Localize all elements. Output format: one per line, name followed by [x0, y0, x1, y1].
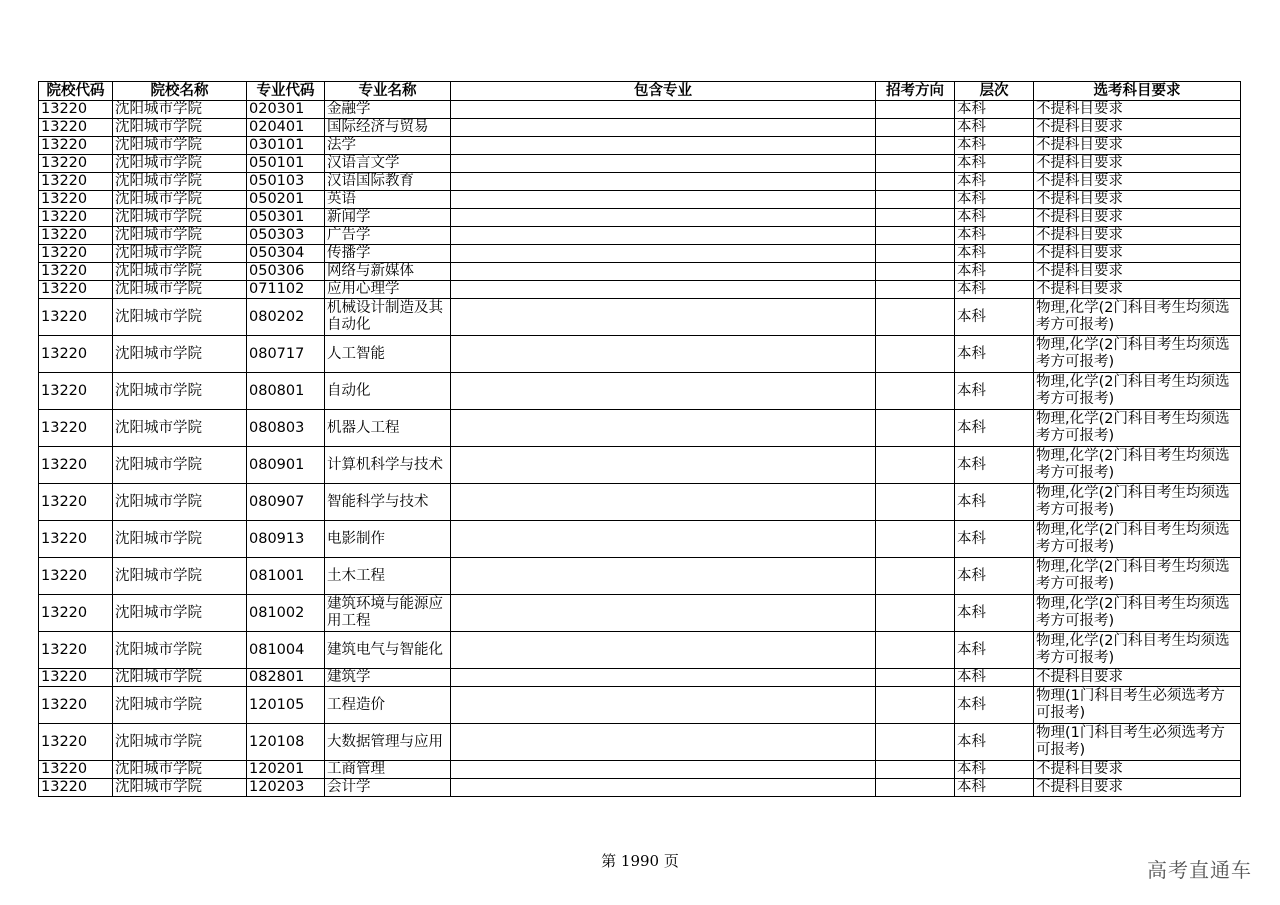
level-cell: 本科: [955, 191, 1034, 209]
table-row: [39, 410, 1241, 447]
direction-cell: [876, 410, 955, 447]
direction-cell: [876, 137, 955, 155]
table-row: [39, 632, 1241, 669]
level-cell: 本科: [955, 227, 1034, 245]
major-code-cell: 020401: [247, 119, 325, 137]
header-included-majors: 包含专业: [451, 82, 876, 101]
subject-requirement-cell: 物理,化学(2门科目考生均须选考方可报考): [1034, 299, 1241, 336]
direction-cell: [876, 173, 955, 191]
major-code-cell: 080803: [247, 410, 325, 447]
direction-cell: [876, 447, 955, 484]
major-code-cell: 080801: [247, 373, 325, 410]
school-name-cell: 沈阳城市学院: [113, 336, 247, 373]
admission-table: [38, 81, 1241, 797]
direction-cell: [876, 724, 955, 761]
header-major-name: 专业名称: [325, 82, 451, 101]
school-code-cell: 13220: [39, 119, 113, 137]
included-majors-cell: [451, 336, 876, 373]
school-name-cell: 沈阳城市学院: [113, 209, 247, 227]
major-code-cell: 081002: [247, 595, 325, 632]
included-majors-cell: [451, 669, 876, 687]
table-row: [39, 724, 1241, 761]
direction-cell: [876, 101, 955, 119]
school-name-cell: 沈阳城市学院: [113, 227, 247, 245]
level-cell: 本科: [955, 595, 1034, 632]
school-name-cell: 沈阳城市学院: [113, 245, 247, 263]
level-cell: 本科: [955, 155, 1034, 173]
table-row: [39, 779, 1241, 797]
school-name-cell: 沈阳城市学院: [113, 447, 247, 484]
school-name-cell: 沈阳城市学院: [113, 687, 247, 724]
level-cell: 本科: [955, 101, 1034, 119]
subject-requirement-cell: 物理,化学(2门科目考生均须选考方可报考): [1034, 484, 1241, 521]
major-code-cell: 120108: [247, 724, 325, 761]
level-cell: 本科: [955, 281, 1034, 299]
table-row: [39, 263, 1241, 281]
level-cell: 本科: [955, 263, 1034, 281]
school-code-cell: 13220: [39, 779, 113, 797]
included-majors-cell: [451, 373, 876, 410]
major-code-cell: 030101: [247, 137, 325, 155]
school-code-cell: 13220: [39, 687, 113, 724]
major-name-cell: 智能科学与技术: [325, 484, 451, 521]
major-code-cell: 080202: [247, 299, 325, 336]
table-row: [39, 558, 1241, 595]
major-code-cell: 071102: [247, 281, 325, 299]
school-code-cell: 13220: [39, 137, 113, 155]
school-name-cell: 沈阳城市学院: [113, 669, 247, 687]
included-majors-cell: [451, 299, 876, 336]
watermark-logo: 高考直通车: [1147, 858, 1252, 882]
header-school-code: 院校代码: [39, 82, 113, 101]
major-name-cell: 自动化: [325, 373, 451, 410]
major-name-cell: 电影制作: [325, 521, 451, 558]
header-school-name: 院校名称: [113, 82, 247, 101]
table-row: [39, 669, 1241, 687]
included-majors-cell: [451, 447, 876, 484]
table-row: [39, 191, 1241, 209]
included-majors-cell: [451, 632, 876, 669]
school-code-cell: 13220: [39, 632, 113, 669]
direction-cell: [876, 484, 955, 521]
included-majors-cell: [451, 558, 876, 595]
school-code-cell: 13220: [39, 336, 113, 373]
major-name-cell: 工程造价: [325, 687, 451, 724]
level-cell: 本科: [955, 484, 1034, 521]
school-code-cell: 13220: [39, 761, 113, 779]
major-name-cell: 汉语国际教育: [325, 173, 451, 191]
included-majors-cell: [451, 724, 876, 761]
included-majors-cell: [451, 119, 876, 137]
school-name-cell: 沈阳城市学院: [113, 173, 247, 191]
table-row: [39, 521, 1241, 558]
major-name-cell: 新闻学: [325, 209, 451, 227]
included-majors-cell: [451, 521, 876, 558]
school-name-cell: 沈阳城市学院: [113, 101, 247, 119]
level-cell: 本科: [955, 119, 1034, 137]
table-row: [39, 245, 1241, 263]
school-name-cell: 沈阳城市学院: [113, 632, 247, 669]
included-majors-cell: [451, 595, 876, 632]
table-row: [39, 687, 1241, 724]
school-name-cell: 沈阳城市学院: [113, 155, 247, 173]
school-code-cell: 13220: [39, 558, 113, 595]
table-row: [39, 484, 1241, 521]
direction-cell: [876, 191, 955, 209]
header-row: [39, 82, 1241, 101]
level-cell: 本科: [955, 558, 1034, 595]
included-majors-cell: [451, 137, 876, 155]
level-cell: 本科: [955, 137, 1034, 155]
included-majors-cell: [451, 227, 876, 245]
header-direction: 招考方向: [876, 82, 955, 101]
level-cell: 本科: [955, 173, 1034, 191]
major-code-cell: 050306: [247, 263, 325, 281]
included-majors-cell: [451, 173, 876, 191]
major-name-cell: 应用心理学: [325, 281, 451, 299]
table-row: [39, 761, 1241, 779]
school-code-cell: 13220: [39, 521, 113, 558]
header-major-code: 专业代码: [247, 82, 325, 101]
subject-requirement-cell: 不提科目要求: [1034, 137, 1241, 155]
subject-requirement-cell: 物理,化学(2门科目考生均须选考方可报考): [1034, 595, 1241, 632]
direction-cell: [876, 281, 955, 299]
major-name-cell: 网络与新媒体: [325, 263, 451, 281]
school-name-cell: 沈阳城市学院: [113, 137, 247, 155]
school-name-cell: 沈阳城市学院: [113, 521, 247, 558]
table-row: [39, 373, 1241, 410]
level-cell: 本科: [955, 245, 1034, 263]
subject-requirement-cell: 不提科目要求: [1034, 281, 1241, 299]
direction-cell: [876, 687, 955, 724]
major-name-cell: 英语: [325, 191, 451, 209]
included-majors-cell: [451, 245, 876, 263]
school-code-cell: 13220: [39, 191, 113, 209]
table-row: [39, 209, 1241, 227]
table-row: [39, 336, 1241, 373]
major-code-cell: 120201: [247, 761, 325, 779]
major-name-cell: 金融学: [325, 101, 451, 119]
school-name-cell: 沈阳城市学院: [113, 373, 247, 410]
major-code-cell: 080907: [247, 484, 325, 521]
direction-cell: [876, 299, 955, 336]
subject-requirement-cell: 物理,化学(2门科目考生均须选考方可报考): [1034, 558, 1241, 595]
subject-requirement-cell: 不提科目要求: [1034, 227, 1241, 245]
school-code-cell: 13220: [39, 669, 113, 687]
direction-cell: [876, 373, 955, 410]
school-code-cell: 13220: [39, 281, 113, 299]
subject-requirement-cell: 不提科目要求: [1034, 155, 1241, 173]
level-cell: 本科: [955, 779, 1034, 797]
school-name-cell: 沈阳城市学院: [113, 119, 247, 137]
direction-cell: [876, 155, 955, 173]
major-code-cell: 050101: [247, 155, 325, 173]
major-name-cell: 人工智能: [325, 336, 451, 373]
level-cell: 本科: [955, 336, 1034, 373]
header-level: 层次: [955, 82, 1034, 101]
major-code-cell: 050304: [247, 245, 325, 263]
school-name-cell: 沈阳城市学院: [113, 779, 247, 797]
subject-requirement-cell: 不提科目要求: [1034, 191, 1241, 209]
major-code-cell: 080913: [247, 521, 325, 558]
major-code-cell: 020301: [247, 101, 325, 119]
school-code-cell: 13220: [39, 173, 113, 191]
level-cell: 本科: [955, 209, 1034, 227]
subject-requirement-cell: 不提科目要求: [1034, 245, 1241, 263]
major-name-cell: 计算机科学与技术: [325, 447, 451, 484]
major-code-cell: 050301: [247, 209, 325, 227]
major-code-cell: 080717: [247, 336, 325, 373]
major-name-cell: 汉语言文学: [325, 155, 451, 173]
subject-requirement-cell: 不提科目要求: [1034, 173, 1241, 191]
table-row: [39, 137, 1241, 155]
direction-cell: [876, 119, 955, 137]
included-majors-cell: [451, 191, 876, 209]
subject-requirement-cell: 物理,化学(2门科目考生均须选考方可报考): [1034, 632, 1241, 669]
included-majors-cell: [451, 761, 876, 779]
included-majors-cell: [451, 209, 876, 227]
direction-cell: [876, 227, 955, 245]
included-majors-cell: [451, 281, 876, 299]
subject-requirement-cell: 不提科目要求: [1034, 779, 1241, 797]
school-code-cell: 13220: [39, 373, 113, 410]
table-row: [39, 281, 1241, 299]
included-majors-cell: [451, 263, 876, 281]
major-name-cell: 机器人工程: [325, 410, 451, 447]
school-name-cell: 沈阳城市学院: [113, 484, 247, 521]
subject-requirement-cell: 不提科目要求: [1034, 119, 1241, 137]
school-code-cell: 13220: [39, 410, 113, 447]
school-name-cell: 沈阳城市学院: [113, 299, 247, 336]
school-code-cell: 13220: [39, 595, 113, 632]
school-code-cell: 13220: [39, 447, 113, 484]
school-code-cell: 13220: [39, 245, 113, 263]
level-cell: 本科: [955, 373, 1034, 410]
school-code-cell: 13220: [39, 263, 113, 281]
major-code-cell: 081004: [247, 632, 325, 669]
major-name-cell: 建筑电气与智能化: [325, 632, 451, 669]
table-row: [39, 173, 1241, 191]
school-code-cell: 13220: [39, 299, 113, 336]
direction-cell: [876, 521, 955, 558]
major-name-cell: 广告学: [325, 227, 451, 245]
subject-requirement-cell: 不提科目要求: [1034, 209, 1241, 227]
subject-requirement-cell: 物理,化学(2门科目考生均须选考方可报考): [1034, 373, 1241, 410]
major-code-cell: 120203: [247, 779, 325, 797]
level-cell: 本科: [955, 521, 1034, 558]
major-code-cell: 050303: [247, 227, 325, 245]
school-code-cell: 13220: [39, 155, 113, 173]
school-code-cell: 13220: [39, 484, 113, 521]
major-name-cell: 建筑学: [325, 669, 451, 687]
major-name-cell: 传播学: [325, 245, 451, 263]
subject-requirement-cell: 不提科目要求: [1034, 669, 1241, 687]
subject-requirement-cell: 不提科目要求: [1034, 761, 1241, 779]
included-majors-cell: [451, 410, 876, 447]
major-code-cell: 050103: [247, 173, 325, 191]
table-row: [39, 595, 1241, 632]
direction-cell: [876, 595, 955, 632]
school-code-cell: 13220: [39, 227, 113, 245]
table-row: [39, 299, 1241, 336]
direction-cell: [876, 263, 955, 281]
direction-cell: [876, 761, 955, 779]
major-name-cell: 建筑环境与能源应用工程: [325, 595, 451, 632]
table-row: [39, 119, 1241, 137]
direction-cell: [876, 209, 955, 227]
page-number: 第 1990 页: [601, 852, 679, 870]
included-majors-cell: [451, 155, 876, 173]
table-row: [39, 447, 1241, 484]
major-code-cell: 080901: [247, 447, 325, 484]
subject-requirement-cell: 物理,化学(2门科目考生均须选考方可报考): [1034, 447, 1241, 484]
school-name-cell: 沈阳城市学院: [113, 191, 247, 209]
direction-cell: [876, 245, 955, 263]
header-subject-requirement: 选考科目要求: [1034, 82, 1241, 101]
major-name-cell: 机械设计制造及其自动化: [325, 299, 451, 336]
direction-cell: [876, 558, 955, 595]
direction-cell: [876, 669, 955, 687]
level-cell: 本科: [955, 632, 1034, 669]
level-cell: 本科: [955, 410, 1034, 447]
direction-cell: [876, 336, 955, 373]
school-name-cell: 沈阳城市学院: [113, 761, 247, 779]
major-code-cell: 081001: [247, 558, 325, 595]
subject-requirement-cell: 物理(1门科目考生必须选考方可报考): [1034, 687, 1241, 724]
table-row: [39, 227, 1241, 245]
school-code-cell: 13220: [39, 209, 113, 227]
level-cell: 本科: [955, 724, 1034, 761]
school-name-cell: 沈阳城市学院: [113, 595, 247, 632]
level-cell: 本科: [955, 687, 1034, 724]
subject-requirement-cell: 物理,化学(2门科目考生均须选考方可报考): [1034, 521, 1241, 558]
level-cell: 本科: [955, 299, 1034, 336]
major-name-cell: 大数据管理与应用: [325, 724, 451, 761]
school-code-cell: 13220: [39, 101, 113, 119]
major-name-cell: 国际经济与贸易: [325, 119, 451, 137]
included-majors-cell: [451, 484, 876, 521]
table-row: [39, 155, 1241, 173]
level-cell: 本科: [955, 761, 1034, 779]
included-majors-cell: [451, 101, 876, 119]
major-name-cell: 会计学: [325, 779, 451, 797]
included-majors-cell: [451, 779, 876, 797]
level-cell: 本科: [955, 669, 1034, 687]
school-name-cell: 沈阳城市学院: [113, 558, 247, 595]
level-cell: 本科: [955, 447, 1034, 484]
table-row: [39, 101, 1241, 119]
school-name-cell: 沈阳城市学院: [113, 724, 247, 761]
included-majors-cell: [451, 687, 876, 724]
major-name-cell: 土木工程: [325, 558, 451, 595]
major-name-cell: 法学: [325, 137, 451, 155]
school-name-cell: 沈阳城市学院: [113, 410, 247, 447]
table-body: [39, 101, 1241, 797]
major-code-cell: 050201: [247, 191, 325, 209]
subject-requirement-cell: 物理,化学(2门科目考生均须选考方可报考): [1034, 336, 1241, 373]
school-name-cell: 沈阳城市学院: [113, 281, 247, 299]
school-name-cell: 沈阳城市学院: [113, 263, 247, 281]
direction-cell: [876, 779, 955, 797]
subject-requirement-cell: 物理,化学(2门科目考生均须选考方可报考): [1034, 410, 1241, 447]
major-name-cell: 工商管理: [325, 761, 451, 779]
school-code-cell: 13220: [39, 724, 113, 761]
major-code-cell: 082801: [247, 669, 325, 687]
major-code-cell: 120105: [247, 687, 325, 724]
subject-requirement-cell: 不提科目要求: [1034, 101, 1241, 119]
subject-requirement-cell: 物理(1门科目考生必须选考方可报考): [1034, 724, 1241, 761]
subject-requirement-cell: 不提科目要求: [1034, 263, 1241, 281]
direction-cell: [876, 632, 955, 669]
